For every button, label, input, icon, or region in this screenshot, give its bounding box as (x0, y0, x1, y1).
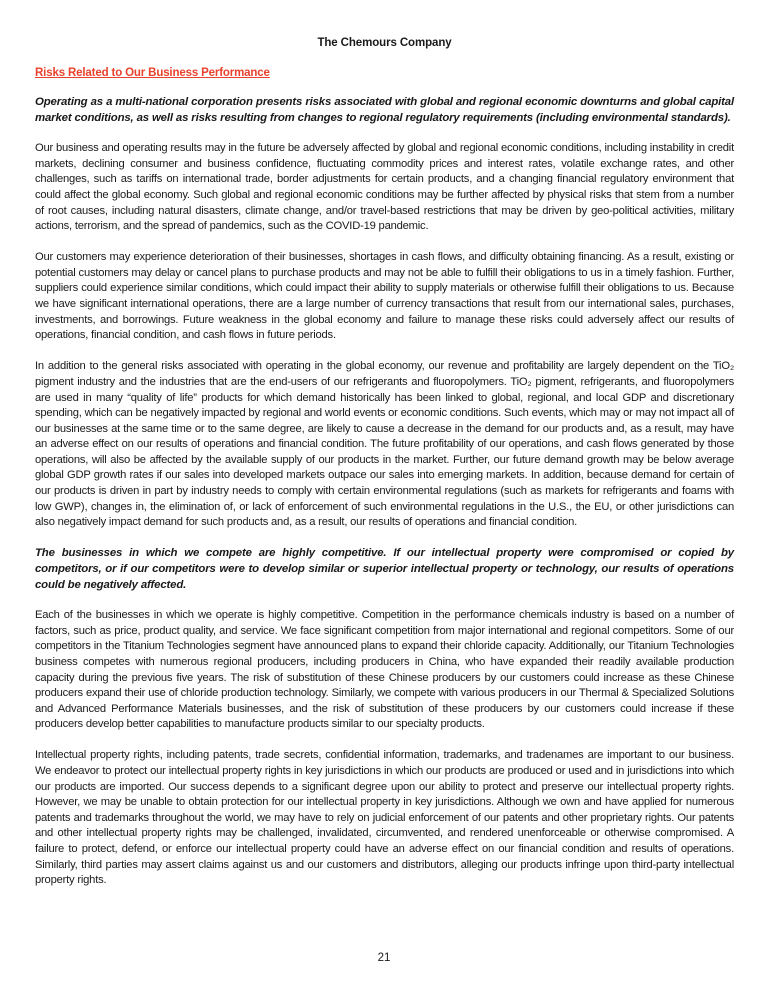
body-paragraph: In addition to the general risks associated with operating in the global economy, our revenue and profitability are largely dependent on the TiO₂ pigment industry and the industries that are the end-users of our refrigerants and fluoropolymers. TiO₂ pigment, refrigerants, and fluoropolymers are used in many “quality of life” products for which demand historically has been linked to global, regional, and local GDP and discretionary spending, which can be negatively impacted by regional and world events or economic conditions. Such events, which may or may not impact all of our businesses at the same time or to the same degree, are likely to cause a decrease in the demand for our products and, as a result, may have an adverse effect on our results of operations and financial condition. The future profitability of our operations, and cash flows generated by those operations, will also be affected by the available supply of our products in the market. Further, our future demand growth may be below average global GDP growth rates if our sales into developed markets outpace our sales into emerging markets. In addition, because demand for certain of our products is driven in part by industry needs to comply with certain environmental regulations (such as markets for refrigerants and foams with low GWP), changes in, the elimination of, or lack of enforcement of such environmental regulations in the U.S., the EU, or other jurisdictions can also negatively impact demand for such products and, as a result, our results of operations and financial condition. (35, 360, 734, 529)
document-page (35, 36, 734, 904)
risk-factor-title: The businesses in which we compete are highly competitive. If our intellectual property were compromised or copied by competitors, or if our competitors were to develop similar or superior intellectual property or technology, our results of operations could be negatively affected. (35, 547, 734, 591)
body-paragraph: Each of the businesses in which we operate is highly competitive. Competition in the performance chemicals industry is based on a number of factors, such as price, product quality, and service. We face significant competition from major international and regional competitors. Some of our competitors in the Titanium Technologies segment have announced plans to expand their chloride capacity. Additionally, our Titanium Technologies business competes with numerous regional producers, including producers in China, who have expanded their readily available production capacity during the previous five years. The risk of substitution of these Chinese producers by our customers could increase as these Chinese producers expand their use of chloride production technology. Similarly, we compete with various producers in our Thermal & Specialized Solutions and Advanced Performance Materials businesses, and the risk of substitution of these producers by our customers could increase if these producers develop better capabilities to manufacture products similar to our specialty products. (35, 609, 734, 731)
section-heading: Risks Related to Our Business Performance (35, 67, 270, 79)
risk-factor-title: Operating as a multi-national corporation presents risks associated with global and regional economic downturns and global capital market conditions, as well as risks resulting from changes to regional regulatory requirements (including environmental standards). (35, 96, 734, 124)
body-paragraph: Intellectual property rights, including patents, trade secrets, confidential information, trademarks, and tradenames are important to our business. We endeavor to protect our intellectual property rights in key jurisdictions in which our products are produced or used and in jurisdictions into which our products are imported. Our success depends to a significant degree upon our ability to protect and preserve our intellectual property rights. However, we may be unable to obtain protection for our intellectual property in key jurisdictions. Although we own and have applied for numerous patents and trademarks throughout the world, we may have to rely on judicial enforcement of our patents and other proprietary rights. Our patents and other intellectual property rights may be challenged, invalidated, circumvented, and rendered unenforceable or otherwise compromised. A failure to protect, defend, or enforce our intellectual property could have an adverse effect on our financial condition and results of operations. Similarly, third parties may assert claims against us and our customers and distributors, alleging our products infringe upon third-party intellectual property rights. (35, 749, 734, 887)
page-number: 21 (377, 952, 391, 964)
body-paragraph: Our business and operating results may in the future be adversely affected by global and regional economic conditions, including instability in credit markets, declining consumer and business confidence, fluctuating commodity prices and interest rates, volatile exchange rates, and other challenges, such as tariffs on international trade, border adjustments for certain products, and a changing financial regulatory environment that could affect the global economy. Such global and regional economic conditions may be further affected by physical risks that stem from a number of root causes, including natural disasters, climate change, and/or travel-based restrictions that may be driven by geo-political activities, military actions, terrorism, and the spread of pandemics, such as the COVID-19 pandemic. (35, 142, 734, 233)
body-paragraph: Our customers may experience deterioration of their businesses, shortages in cash flows, and difficulty obtaining financing. As a result, existing or potential customers may delay or cancel plans to purchase products and may not be able to fulfill their obligations to us in a timely fashion. Further, suppliers could experience similar conditions, which could impact their ability to supply materials or otherwise fulfill their obligations to us. Because we have significant international operations, there are a large number of currency transactions that result from our international sales, purchases, investments, and borrowings. Future weakness in the global economy and failure to manage these risks could adversely affect our results of operations, financial condition, and cash flows in future periods. (35, 251, 734, 342)
company-name-header: The Chemours Company (317, 37, 452, 49)
